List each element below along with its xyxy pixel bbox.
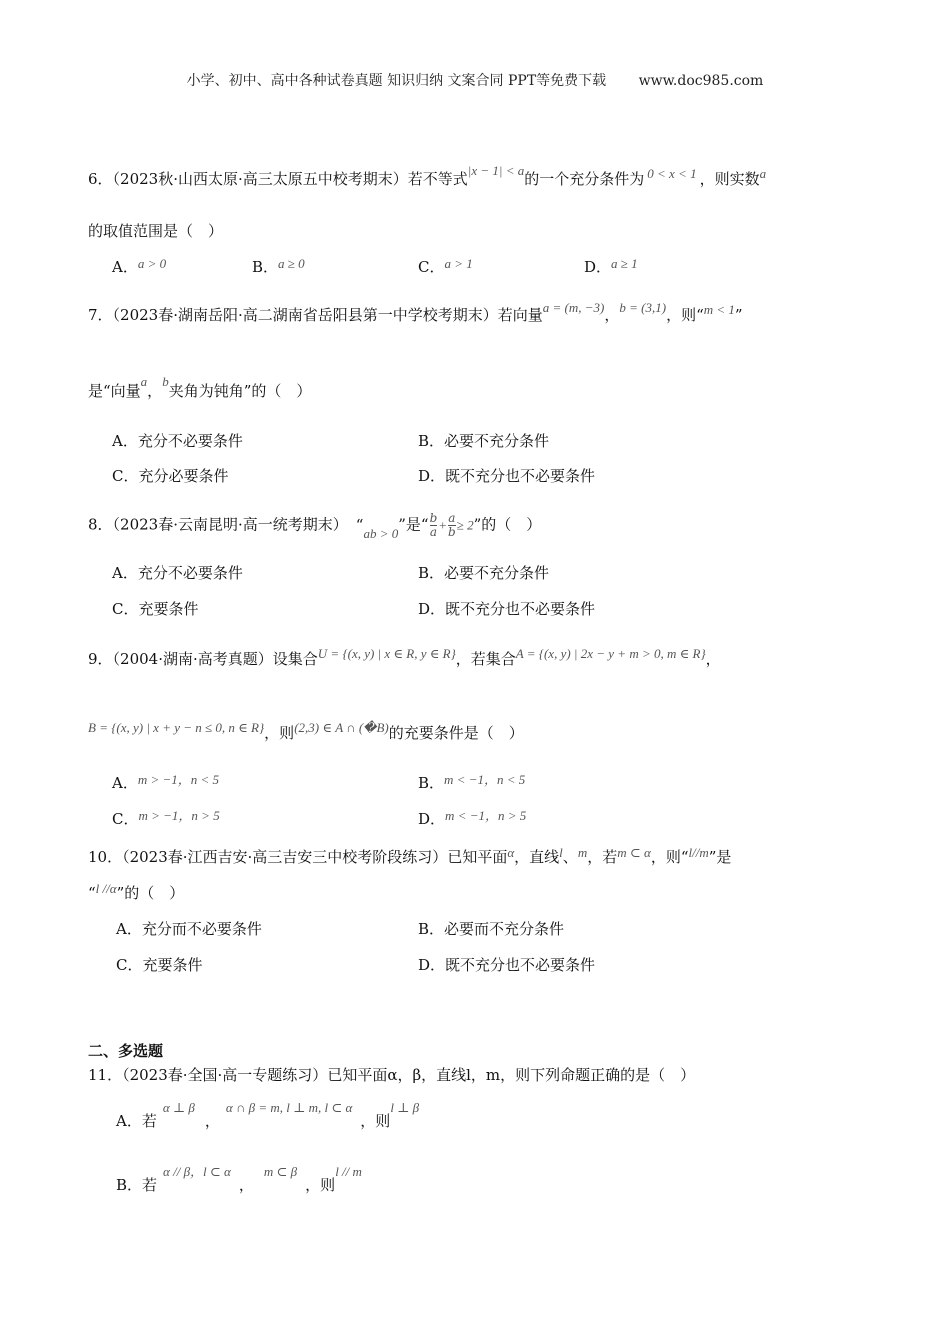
math-var: l bbox=[559, 845, 563, 860]
question-text: ，直线 bbox=[514, 848, 560, 866]
question-text: 已知平面α，β，直线l，m，则下列命题正确的是（ ） bbox=[327, 1066, 696, 1084]
math-inequality: |x − 1| < a bbox=[467, 163, 525, 178]
question-number: 10． bbox=[88, 848, 123, 866]
question-source: （2023秋·山西太原·高三太原五中校考期末） bbox=[112, 170, 408, 188]
option-math: m < −1，n < 5 bbox=[444, 772, 526, 787]
option-math: m ⊂ β bbox=[263, 1164, 298, 1179]
denominator: b bbox=[448, 525, 456, 539]
option-a[interactable] bbox=[116, 1100, 420, 1131]
question-number: 11． bbox=[88, 1066, 123, 1084]
question-6-line2: 的取值范围是（ ） bbox=[88, 222, 224, 240]
question-text: 若不等式 bbox=[407, 170, 468, 188]
option-d[interactable]: D．既不充分也不必要条件 bbox=[418, 600, 596, 618]
option-math: α ⊥ β bbox=[162, 1100, 195, 1115]
math-condition: ab > 0 bbox=[363, 525, 399, 541]
option-math: l ⊥ β bbox=[390, 1100, 420, 1115]
option-math: a > 0 bbox=[137, 256, 167, 271]
question-9-line2 bbox=[88, 722, 524, 745]
option-b[interactable] bbox=[116, 1164, 362, 1195]
option-a[interactable]: A．充分不必要条件 bbox=[112, 432, 243, 450]
question-text: ，则“ bbox=[650, 848, 689, 866]
question-text: 的一个充分条件为 bbox=[524, 170, 645, 188]
option-a[interactable]: A．充分而不必要条件 bbox=[116, 920, 262, 938]
math-membership: (2,3) ∈ A ∩ (�B) bbox=[294, 720, 389, 735]
option-math: m < −1，n > 5 bbox=[445, 808, 527, 823]
option-label: C． bbox=[418, 258, 445, 276]
question-text: ” bbox=[734, 306, 743, 324]
question-text: ，则实数 bbox=[699, 170, 760, 188]
question-10 bbox=[88, 846, 731, 869]
question-text: “ bbox=[355, 515, 364, 534]
math-set-a: A = {(x, y) | 2x − y + m > 0, m ∈ R} bbox=[515, 646, 706, 661]
question-8 bbox=[88, 512, 541, 539]
option-math: m > −1，n > 5 bbox=[138, 808, 220, 823]
question-text: “ bbox=[88, 884, 96, 902]
option-math: m > −1，n < 5 bbox=[137, 772, 220, 787]
option-label: D． bbox=[584, 258, 612, 276]
question-text: 已知平面 bbox=[447, 848, 508, 866]
question-source: （2023春·江西吉安·高三吉安三中校考阶段练习） bbox=[122, 848, 448, 866]
option-a[interactable] bbox=[112, 256, 166, 277]
math-condition: m < 1 bbox=[703, 302, 735, 317]
question-number: 7． bbox=[88, 306, 113, 324]
option-c[interactable]: C．充分必要条件 bbox=[112, 467, 229, 485]
option-label: A．若 bbox=[116, 1112, 157, 1130]
question-text: ”的（ ） bbox=[473, 515, 542, 534]
math-var: b bbox=[162, 374, 169, 389]
fraction-b-over-a bbox=[430, 512, 438, 539]
numerator: b bbox=[429, 511, 438, 525]
option-label: A． bbox=[112, 258, 138, 276]
question-text: ， bbox=[604, 306, 620, 324]
option-a[interactable] bbox=[112, 772, 219, 793]
math-condition: l//m bbox=[688, 845, 709, 860]
question-text: ”是“ bbox=[398, 515, 429, 534]
option-text: ，则 bbox=[360, 1112, 391, 1130]
math-var: a bbox=[759, 166, 767, 181]
numerator: a bbox=[448, 511, 456, 525]
option-d[interactable]: D．既不充分也不必要条件 bbox=[418, 467, 596, 485]
option-b[interactable]: B．必要不充分条件 bbox=[418, 564, 550, 582]
math-var: α bbox=[507, 845, 515, 860]
option-math: a ≥ 0 bbox=[278, 256, 305, 271]
option-label: D． bbox=[418, 810, 446, 828]
question-text: ，则 bbox=[264, 724, 295, 742]
question-text: 设集合 bbox=[272, 650, 318, 668]
option-math: l // m bbox=[335, 1164, 362, 1179]
question-source: （2023春·云南昆明·高一统考期末） bbox=[112, 515, 348, 534]
denominator: a bbox=[429, 525, 437, 539]
header-website: www.doc985.com bbox=[638, 73, 764, 89]
option-b[interactable] bbox=[252, 256, 305, 277]
math-var: a bbox=[140, 374, 148, 389]
option-b[interactable] bbox=[418, 772, 525, 793]
question-text: ”是 bbox=[708, 848, 732, 866]
math-operator: ≥ 2 bbox=[456, 517, 474, 533]
option-label: B．若 bbox=[116, 1176, 158, 1194]
option-c[interactable] bbox=[418, 256, 473, 277]
option-label: A． bbox=[112, 774, 138, 792]
header-slogan: 小学、初中、高中各种试卷真题 知识归纳 文案合同 PPT等免费下载 bbox=[186, 73, 607, 89]
fraction-a-over-b bbox=[448, 512, 456, 539]
math-vector-b: b = (3,1) bbox=[619, 300, 667, 315]
question-text: ， bbox=[705, 650, 721, 668]
question-source: （2023春·全国·高一专题练习） bbox=[122, 1066, 328, 1084]
question-text: ， bbox=[147, 382, 163, 400]
option-math: a ≥ 1 bbox=[611, 256, 638, 271]
option-math: α // β，l ⊂ α bbox=[163, 1164, 231, 1179]
question-text: ”的（ ） bbox=[116, 884, 185, 902]
question-number: 8． bbox=[88, 515, 113, 534]
question-text: ，若集合 bbox=[455, 650, 516, 668]
math-condition: m ⊂ α bbox=[617, 845, 651, 860]
question-6 bbox=[88, 163, 767, 191]
option-d[interactable] bbox=[584, 256, 638, 277]
math-condition: l //α bbox=[95, 881, 117, 896]
question-text: ，则“ bbox=[666, 306, 704, 324]
question-text: 是“向量 bbox=[88, 382, 141, 400]
option-label: B． bbox=[418, 774, 445, 792]
question-text: 、 bbox=[562, 848, 578, 866]
option-label: B． bbox=[252, 258, 279, 276]
math-set-b: B = {(x, y) | x + y − n ≤ 0, n ∈ R} bbox=[88, 720, 265, 735]
question-text: 若向量 bbox=[497, 306, 543, 324]
math-var: m bbox=[577, 845, 588, 860]
option-a[interactable]: A．充分不必要条件 bbox=[112, 564, 243, 582]
math-condition: 0 < x < 1 bbox=[647, 166, 697, 181]
question-9 bbox=[88, 648, 721, 671]
option-b[interactable]: B．必要不充分条件 bbox=[418, 432, 550, 450]
question-10-line2 bbox=[88, 882, 184, 905]
question-7-line2 bbox=[88, 374, 312, 403]
math-set-u: U = {(x, y) | x ∈ R, y ∈ R} bbox=[317, 646, 456, 661]
option-d[interactable] bbox=[418, 808, 526, 829]
math-operator: + bbox=[438, 517, 448, 533]
page-header bbox=[0, 70, 950, 90]
question-number: 6． bbox=[88, 170, 113, 188]
option-d[interactable]: D．既不充分也不必要条件 bbox=[418, 956, 596, 974]
question-text: ，若 bbox=[587, 848, 618, 866]
question-source: （2004·湖南·高考真题） bbox=[112, 650, 273, 668]
option-math: α ∩ β = m, l ⊥ m, l ⊂ α bbox=[225, 1100, 353, 1115]
question-text: 的充要条件是（ ） bbox=[388, 724, 524, 742]
option-b[interactable]: B．必要而不充分条件 bbox=[418, 920, 565, 938]
question-11 bbox=[88, 1064, 695, 1086]
section-title: 二、多选题 bbox=[88, 1042, 164, 1060]
option-text: ， bbox=[204, 1112, 220, 1130]
option-c[interactable]: C．充要条件 bbox=[116, 956, 203, 974]
option-math: a > 1 bbox=[444, 256, 473, 271]
math-vector-a: a = (m, −3) bbox=[542, 300, 605, 315]
question-source: （2023春·湖南岳阳·高二湖南省岳阳县第一中学校考期末） bbox=[112, 306, 498, 324]
option-c[interactable] bbox=[112, 808, 220, 829]
option-text: ， bbox=[238, 1176, 254, 1194]
question-7 bbox=[88, 300, 743, 327]
option-label: C． bbox=[112, 810, 139, 828]
question-text: 夹角为钝角”的（ ） bbox=[168, 382, 312, 400]
option-text: ，则 bbox=[305, 1176, 336, 1194]
question-number: 9． bbox=[88, 650, 113, 668]
option-c[interactable]: C．充要条件 bbox=[112, 600, 199, 618]
